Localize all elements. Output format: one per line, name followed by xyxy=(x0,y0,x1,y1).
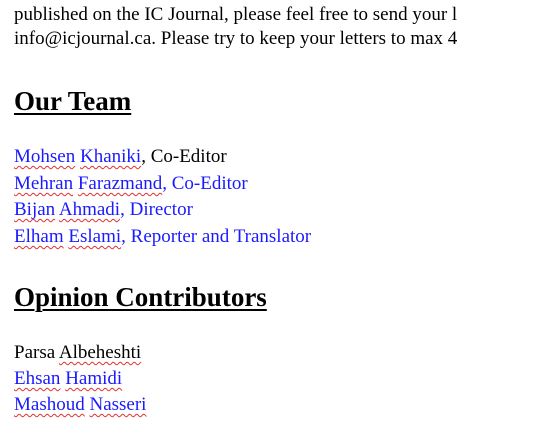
team-member-4-role: Reporter and Translator xyxy=(125,226,312,247)
intro-text-line-2: info@icjournal.ca. Please try to keep your letters to max 4 xyxy=(14,28,458,49)
team-member-3-separator: , xyxy=(120,199,125,220)
contributor-3 xyxy=(14,394,146,416)
contributor-1-last-name: Albeheshti xyxy=(58,342,142,363)
team-member-3-last-name: Ahmadi xyxy=(58,199,121,220)
contributor-3-first-name: Mashoud xyxy=(14,394,85,415)
team-member-4-separator: , xyxy=(121,226,126,247)
team-member-1-role: Co-Editor xyxy=(145,146,227,167)
team-member-2-last-name: Farazmand xyxy=(77,173,163,194)
team-member-4-last-name: Eslami xyxy=(68,226,122,247)
team-member-2 xyxy=(14,173,248,195)
contributor-2-link[interactable] xyxy=(14,368,122,389)
team-member-1-separator: , xyxy=(141,146,146,167)
team-member-3 xyxy=(14,199,193,221)
contributor-2 xyxy=(14,368,122,390)
team-member-2-separator: , xyxy=(162,173,167,194)
contributor-1 xyxy=(14,342,141,364)
team-member-4 xyxy=(14,226,311,248)
team-member-1-first-name: Mohsen xyxy=(14,146,76,167)
team-member-3-first-name: Bijan xyxy=(14,199,56,220)
team-member-1-last-name: Khaniki xyxy=(79,146,142,167)
team-member-3-role: Director xyxy=(124,199,193,220)
team-member-4-link[interactable] xyxy=(14,226,311,247)
team-member-1-link[interactable] xyxy=(14,146,141,167)
team-member-2-role: Co-Editor xyxy=(167,173,248,194)
opinion-contributors-heading: Opinion Contributors xyxy=(14,282,267,312)
document-page xyxy=(14,0,550,428)
team-member-3-link[interactable] xyxy=(14,199,193,220)
contributor-3-link[interactable] xyxy=(14,394,146,415)
contributor-2-last-name: Hamidi xyxy=(65,368,123,389)
team-member-1 xyxy=(14,146,227,168)
intro-text-line-1: published on the IC Journal, please feel free to send your l xyxy=(14,4,458,25)
team-member-2-first-name: Mehran xyxy=(14,173,74,194)
our-team-heading: Our Team xyxy=(14,86,132,116)
team-member-4-first-name: Elham xyxy=(14,226,64,247)
contributor-1-first-name: Parsa xyxy=(14,342,56,363)
contributor-2-first-name: Ehsan xyxy=(14,368,61,389)
team-member-2-link[interactable] xyxy=(14,173,248,194)
contributor-3-last-name: Nasseri xyxy=(89,394,147,415)
